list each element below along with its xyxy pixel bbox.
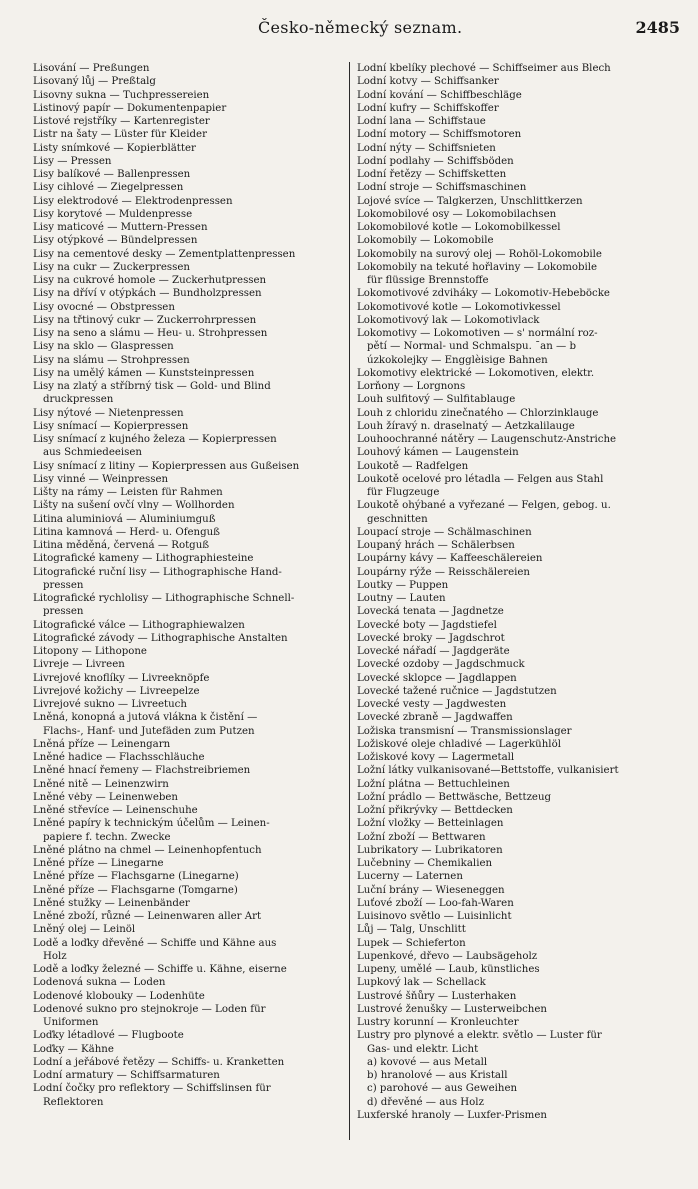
entry-line: Luční brány — Wieseneggen (357, 884, 505, 896)
entry-line: Lisy snímací — Kopierpressen (33, 420, 189, 432)
left-column (33, 62, 345, 1109)
entry-line: Lokomotivy elektrické — Lokomotiven, elektr. (357, 367, 595, 379)
entry-line: Listinový papír — Dokumentenpapier (33, 102, 227, 114)
entry-line: Livreje — Livreen (33, 659, 125, 671)
entry-line: Louhový kámen — Laugenstein (357, 447, 519, 459)
entry-line: Lustry korunní — Kronleuchter (357, 1017, 519, 1028)
entry-line: Lokomotivové kotle — Lokomotivkessel (357, 301, 561, 313)
page-number: 2485 (635, 18, 680, 37)
entry-line: Lodě a loďky železné — Schiffe u. Kähne, eiserne (33, 964, 287, 975)
entry-line: Ložní zboží — Bettwaren (357, 831, 486, 843)
entry-line: Lisy na sklo — Glaspressen (33, 341, 174, 353)
entry-line: Lovecké broky — Jagdschrot (357, 632, 505, 644)
entry-line: Lorňony — Lorgnons (357, 381, 466, 392)
entry-line: Lněné hnací řemeny — Flachstreibriemen (33, 765, 251, 777)
entry-line: Lovecké zbraně — Jagdwaffen (357, 712, 513, 724)
entry-line: Lokomobily na surový olej — Rohöl-Lokomobile (357, 248, 602, 260)
column-divider (349, 62, 350, 1140)
entry-line: Lisy korytové — Muldenpresse (33, 208, 193, 220)
entry-line: Lněné příze — Flachsgarne (Linegarne) (33, 871, 239, 883)
page-header (0, 14, 698, 42)
entry-line: Loutky — Puppen (357, 579, 449, 591)
entry-line: Loupárny kávy — Kaffeeschälereien (357, 553, 543, 565)
entry-line: Lodenová sukna — Loden (33, 977, 166, 989)
entry-line: Lišty na rámy — Leisten für Rahmen (33, 487, 223, 498)
entry-line: Lodenové klobouky — Lodenhüte (33, 990, 205, 1002)
entry-line: Lisy na dříví v otýpkách — Bundholzpressen (33, 288, 262, 300)
entry-line: Loukotě ocelové pro létadla — Felgen aus Stahl (357, 473, 604, 485)
page-title: Česko-německý seznam. (258, 18, 463, 37)
entry-line: Lisy na cukrové homole — Zuckerhutpressen (33, 275, 267, 286)
entry-line: Lovecká tenata — Jagdnetze (357, 606, 504, 618)
entry-line: Ložní přikrývky — Bettdecken (357, 805, 513, 816)
entry-line: Loupaný hrách — Schälerbsen (357, 540, 515, 551)
entry-line: Ložní látky vulkanisované—Bettstoffe, vulkanisiert (357, 765, 619, 777)
entry-line: Lisy otýpkové — Bündelpressen (33, 235, 198, 247)
entry-line: Lovecké vesty — Jagdwesten (357, 699, 507, 710)
entry-line: Lišty na sušení ovčí vlny — Wollhorden (33, 500, 235, 512)
entry-line: Lisy na třtinový cukr — Zuckerrohrpressen (33, 314, 257, 326)
entry-line: Livrejové sukno — Livreetuch (33, 699, 187, 710)
entry-line: Litografické rychlolisy — Lithographische Schnell- (33, 593, 295, 604)
entry-line: Lisy na seno a slámu — Heu- u. Strohpressen (33, 328, 268, 339)
entry-line: Lustrové ženušky — Lusterweibchen (357, 1003, 547, 1015)
entry-line: Lodní čočky pro reflektory — Schiffslinsen für (33, 1083, 271, 1095)
entry-line: Lovecké boty — Jagdstiefel (357, 619, 497, 631)
entry-line: Lupkový lak — Schellack (357, 977, 486, 989)
entry-line: Luisinovo světlo — Luisinlicht (357, 911, 512, 922)
entry-line: Lodní podlahy — Schiffsböden (357, 155, 514, 167)
entry-line: Loukotě — Radfelgen (357, 460, 469, 472)
entry-continuation: Flachs-, Hanf- und Jutefäden zum Putzen (43, 725, 255, 737)
entry-line: Lustry pro plynové a elektr. světlo — Luster für (357, 1030, 602, 1042)
entry-continuation: für flüssige Brennstoffe (367, 275, 489, 286)
entry-line: Ložiskové oleje chladivé — Lagerkühlöl (357, 738, 561, 750)
entry-line: Lokomotivové zdviháky — Lokomotiv-Hebeböcke (357, 288, 610, 300)
entry-line: Lisy na cementové desky — Zementplattenpressen (33, 248, 296, 260)
entry-line: Lněné papíry k technickým účelům — Leinen- (33, 818, 270, 830)
entry-line: Ložiska transmisní — Transmissionslager (357, 725, 572, 737)
entry-continuation: geschnitten (367, 513, 428, 525)
entry-line: Litografické ruční lisy — Lithographische Hand- (33, 566, 282, 578)
entry-line: Lokomobily na tekuté hořlaviny — Lokomobile (357, 261, 598, 273)
entry-line: Loďky létadlové — Flugboote (33, 1030, 184, 1042)
entry-line: Loďky — Kähne (33, 1043, 114, 1055)
entry-continuation: d) dřevěné — aus Holz (367, 1096, 484, 1108)
entry-line: Lubrikatory — Lubrikatoren (357, 844, 503, 856)
entry-line: Lněné nitě — Leinenzwirn (33, 778, 169, 790)
entry-line: Lodní armatury — Schiffsarmaturen (33, 1070, 220, 1081)
entry-line: Lodenové sukno pro stejnokroje — Loden für (33, 1003, 266, 1015)
entry-line: Litografické kameny — Lithographiesteine (33, 553, 254, 565)
entry-line: Lněný olej — Leinöl (33, 924, 136, 936)
entry-continuation: pressen (43, 579, 84, 591)
entry-line: Livrejové knoflíky — Livreeknöpfe (33, 672, 210, 684)
entry-line: Louh sulfitový — Sulfitablauge (357, 394, 516, 406)
entry-line: Lněné hadice — Flachsschläuche (33, 752, 205, 763)
entry-line: Litografické závody — Lithographische Anstalten (33, 632, 288, 644)
entry-line: Litina aluminiová — Aluminiumguß (33, 513, 216, 525)
entry-line: Lodní lana — Schiffstaue (357, 116, 486, 127)
entry-continuation: papiere f. techn. Zwecke (43, 831, 171, 843)
entry-continuation: Reflektoren (43, 1096, 104, 1108)
entry-line: Louh žíravý n. draselnatý — Aetzkalilauge (357, 420, 575, 432)
entry-line: Lisy na slámu — Strohpressen (33, 354, 190, 366)
entry-line: Lisovny sukna — Tuchpressereien (33, 89, 210, 101)
entry-line: Lupeny, umělé — Laub, künstliches (357, 964, 540, 975)
entry-line: Lodní kotvy — Schiffsanker (357, 76, 499, 88)
entry-line: Lněné zboží, různé — Leinenwaren aller Art (33, 911, 262, 922)
entry-continuation: c) parohové — aus Geweihen (367, 1083, 518, 1095)
entry-line: Luťové zboží — Loo-fah-Waren (357, 897, 514, 909)
entry-line: Livrejové kožichy — Livreepelze (33, 685, 200, 697)
entry-line: Lněné vėby — Leinenweben (33, 791, 178, 803)
entry-line: Lovecké sklopce — Jagdlappen (357, 672, 517, 684)
entry-line: Lustrové šňůry — Lusterhaken (357, 990, 517, 1002)
entry-continuation: úzkokolejky — Engglèisige Bahnen (367, 354, 548, 366)
entry-line: Listové rejstříky — Kartenregister (33, 116, 210, 127)
entry-continuation: a) kovové — aus Metall (367, 1056, 488, 1068)
entry-continuation: Gas- und elektr. Licht (367, 1043, 479, 1055)
entry-line: Lisování — Preßungen (33, 63, 150, 74)
entry-line: Lodní stroje — Schiffsmaschinen (357, 182, 527, 194)
entry-line: Lisy na umělý kámen — Kunststeinpressen (33, 367, 255, 379)
entry-line: Lůj — Talg, Unschlitt (357, 924, 466, 936)
entry-continuation: b) hranolové — aus Kristall (367, 1070, 508, 1081)
entry-line: Louhoochranné nátěry — Laugenschutz-Anstriche (357, 434, 617, 445)
entry-line: Lovecké tažené ručnice — Jagdstutzen (357, 685, 557, 697)
entry-line: Lněné plátno na chmel — Leinenhopfentuch (33, 844, 262, 856)
entry-line: Listy snímkové — Kopierblätter (33, 142, 196, 154)
entry-line: Lněné příze — Linegarne (33, 858, 164, 869)
entry-line: Lupenkové, dřevo — Laubsägeholz (357, 950, 538, 962)
entry-line: Lisy elektrodové — Elektrodenpressen (33, 195, 233, 207)
entry-continuation: pressen (43, 606, 84, 618)
entry-line: Lodní kbelíky plechové — Schiffseimer aus Blech (357, 63, 611, 74)
entry-line: Litopony — Lithopone (33, 646, 147, 657)
entry-continuation: pětí — Normal- und Schmalspu. ¯an — b (367, 341, 576, 353)
entry-line: Lovecké nářadí — Jagdgeräte (357, 646, 510, 657)
entry-line: Lisy snímací z kujného železa — Kopierpressen (33, 434, 277, 445)
entry-line: Litina měděná, červená — Rotguß (33, 540, 210, 551)
entry-line: Lodní kování — Schiffbeschläge (357, 89, 522, 101)
entry-line: Lisovaný lůj — Preßtalg (33, 76, 156, 88)
entry-line: Lisy nýtové — Nietenpressen (33, 407, 184, 419)
entry-line: Ložní vložky — Betteinlagen (357, 818, 504, 830)
entry-line: Ložiskové kovy — Lagermetall (357, 752, 515, 763)
entry-line: Lodní kufry — Schiffskoffer (357, 102, 499, 114)
entry-line: Lisy cihlové — Ziegelpressen (33, 182, 184, 194)
entry-line: Lucerny — Laternen (357, 871, 463, 883)
entry-line: Lisy balíkové — Ballenpressen (33, 169, 191, 180)
entry-line: Lojové svíce — Talgkerzen, Unschlittkerzen (357, 195, 583, 207)
entry-line: Lokomotivy — Lokomotiven — s' normální roz- (357, 328, 598, 339)
entry-continuation: Holz (43, 950, 67, 962)
entry-line: Lněné střevíce — Leinenschuhe (33, 805, 198, 816)
entry-line: Luxferské hranoly — Luxfer-Prismen (357, 1109, 547, 1121)
entry-line: Lisy na zlatý a stříbrný tisk — Gold- und Blind (33, 381, 271, 392)
right-column (357, 62, 691, 1122)
entry-line: Lněné stužky — Leinenbänder (33, 897, 190, 909)
entry-line: Lněná, konopná a jutová vlákna k čistění — (33, 712, 258, 724)
entry-line: Lisy ovocné — Obstpressen (33, 301, 175, 313)
entry-line: Ložní prádlo — Bettwäsche, Bettzeug (357, 791, 552, 803)
entry-continuation: für Flugzeuge (367, 487, 440, 498)
entry-line: Litina kamnová — Herd- u. Ofenguß (33, 526, 220, 538)
entry-continuation: aus Schmiedeeisen (43, 447, 142, 459)
entry-line: Lisy na cukr — Zuckerpressen (33, 261, 190, 273)
entry-line: Lisy vinné — Weinpressen (33, 473, 169, 485)
entry-line: Lučebniny — Chemikalien (357, 858, 493, 869)
entry-line: Loupárny rýže — Reisschälereien (357, 566, 530, 578)
entry-line: Loutny — Lauten (357, 593, 446, 604)
entry-continuation: Uniformen (43, 1017, 99, 1028)
entry-line: Lodní a jeřábové řetězy — Schiffs- u. Kranketten (33, 1056, 285, 1068)
entry-line: Lokomobilové kotle — Lokomobilkessel (357, 222, 561, 233)
entry-line: Lodní nýty — Schiffsnieten (357, 142, 496, 154)
entry-line: Lisy snímací z litiny — Kopierpressen aus Gußeisen (33, 460, 300, 472)
entry-line: Lokomobilové osy — Lokomobilachsen (357, 208, 557, 220)
entry-line: Lovecké ozdoby — Jagdschmuck (357, 659, 525, 671)
entry-line: Lisy — Pressen (33, 155, 112, 167)
entry-line: Litografické válce — Lithographiewalzen (33, 619, 245, 631)
entry-line: Lupek — Schieferton (357, 937, 466, 949)
entry-line: Lokomotivový lak — Lokomotivlack (357, 314, 540, 326)
entry-continuation: druckpressen (43, 394, 114, 406)
entry-line: Lisy maticové — Muttern-Pressen (33, 222, 208, 233)
entry-line: Lodní řetězy — Schiffsketten (357, 169, 507, 180)
entry-line: Lněná příze — Leinengarn (33, 738, 171, 750)
entry-line: Loukotě ohýbané a vyřezané — Felgen, gebog. u. (357, 500, 611, 512)
entry-line: Lodní motory — Schiffsmotoren (357, 129, 522, 141)
entry-line: Listr na šaty — Lüster für Kleider (33, 129, 207, 141)
entry-line: Lněné příze — Flachsgarne (Tomgarne) (33, 884, 238, 896)
entry-line: Lodě a loďky dřevěné — Schiffe und Kähne aus (33, 937, 277, 949)
entry-line: Lokomobily — Lokomobile (357, 235, 494, 247)
entry-line: Loupací stroje — Schälmaschinen (357, 526, 532, 538)
entry-line: Louh z chloridu zinečnatého — Chlorzinklauge (357, 407, 599, 419)
entry-line: Ložní plátna — Bettuchleinen (357, 778, 510, 790)
